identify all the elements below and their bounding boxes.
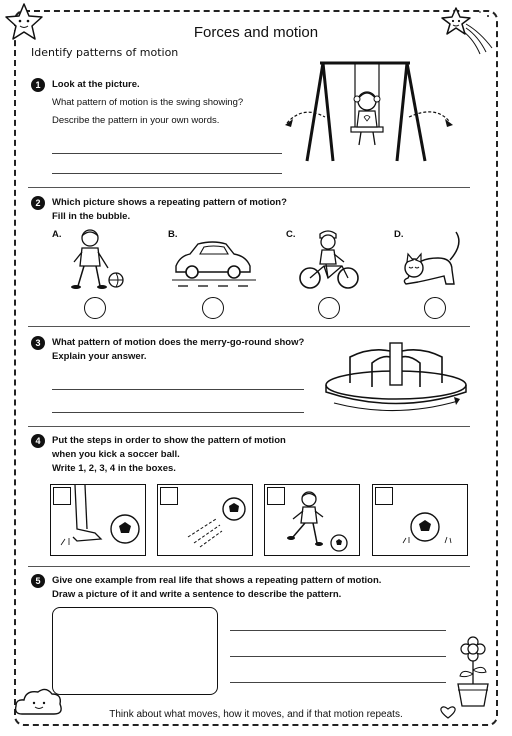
cat-stretching-icon	[398, 230, 466, 290]
answer-line[interactable]	[52, 412, 304, 413]
question-5-instruction: Draw a picture of it and write a sentence to describe the pattern.	[52, 589, 342, 600]
option-d-label: D.	[394, 229, 404, 240]
answer-line[interactable]	[230, 682, 446, 683]
question-4-prompt: Put the steps in order to show the pattern of motion	[52, 435, 286, 446]
flower-pot-icon	[452, 632, 494, 708]
question-3-prompt: What pattern of motion does the merry-go-round show?	[52, 337, 305, 348]
answer-line[interactable]	[230, 630, 446, 631]
section-divider	[28, 187, 470, 188]
question-3-instruction: Explain your answer.	[52, 351, 147, 362]
question-2-instruction: Fill in the bubble.	[52, 211, 131, 222]
question-2-prompt: Which picture shows a repeating pattern of motion?	[52, 197, 287, 208]
page-subtitle: Identify patterns of motion	[31, 46, 179, 59]
ball-resting-icon	[373, 485, 469, 557]
step-card	[50, 484, 146, 556]
section-divider	[28, 326, 470, 327]
question-3-number: 3	[31, 336, 45, 350]
question-1-instruction: Describe the pattern in your own words.	[52, 115, 220, 126]
question-1-prompt: What pattern of motion is the swing showing?	[52, 97, 244, 108]
option-c-bubble[interactable]	[318, 297, 340, 319]
foot-kicking-ball-icon	[51, 485, 147, 557]
girl-on-swing-icon	[285, 55, 475, 165]
answer-line[interactable]	[230, 656, 446, 657]
step-card	[157, 484, 253, 556]
footer-tip: Think about what moves, how it moves, and if that motion repeats.	[109, 709, 403, 720]
question-4-number: 4	[31, 434, 45, 448]
option-d-bubble[interactable]	[424, 297, 446, 319]
step-card	[372, 484, 468, 556]
option-a-bubble[interactable]	[84, 297, 106, 319]
option-a-label: A.	[52, 229, 62, 240]
section-divider	[28, 566, 470, 567]
answer-line[interactable]	[52, 173, 282, 174]
page-title: Forces and motion	[193, 24, 319, 41]
ball-flying-icon	[158, 485, 254, 557]
question-4-prompt-cont: when you kick a soccer ball.	[52, 449, 180, 460]
answer-line[interactable]	[52, 153, 282, 154]
boy-running-to-ball-icon	[265, 485, 361, 557]
question-1-heading: Look at the picture.	[52, 79, 140, 90]
car-icon	[168, 240, 258, 288]
section-divider	[28, 426, 470, 427]
question-4-instruction: Write 1, 2, 3, 4 in the boxes.	[52, 463, 176, 474]
girl-on-bike-icon	[298, 228, 360, 292]
option-c-label: C.	[286, 229, 296, 240]
step-card	[264, 484, 360, 556]
option-b-bubble[interactable]	[202, 297, 224, 319]
question-2-number: 2	[31, 196, 45, 210]
answer-line[interactable]	[52, 389, 304, 390]
drawing-box[interactable]	[52, 607, 218, 695]
question-1-number: 1	[31, 78, 45, 92]
merry-go-round-icon	[320, 335, 470, 415]
question-5-number: 5	[31, 574, 45, 588]
boy-bouncing-ball-icon	[62, 228, 132, 292]
question-5-prompt: Give one example from real life that shows a repeating pattern of motion.	[52, 575, 382, 586]
option-b-label: B.	[168, 229, 178, 240]
